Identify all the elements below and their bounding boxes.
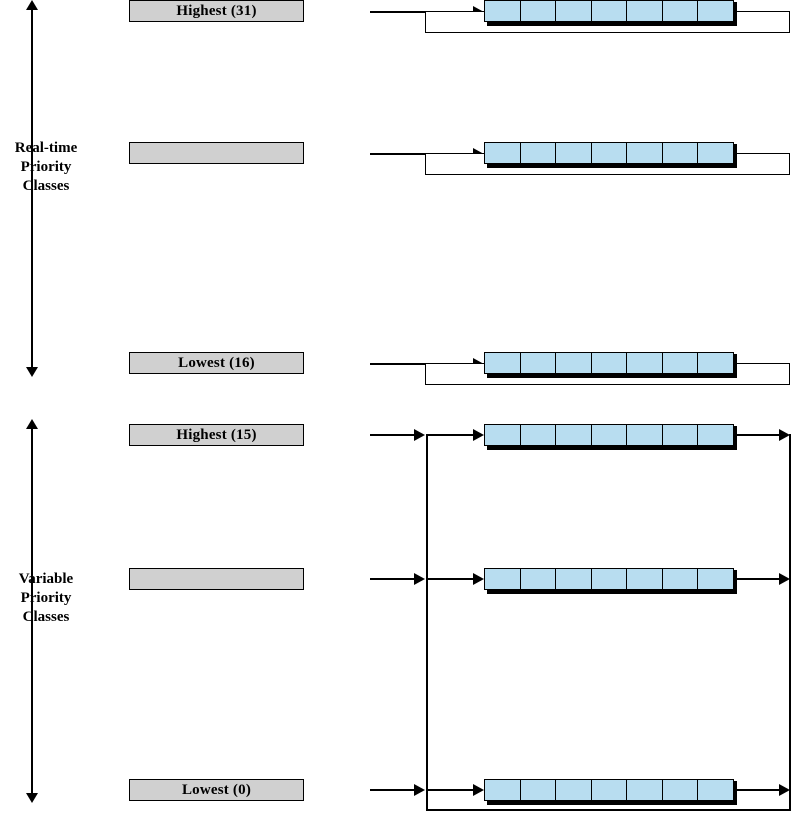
queue-cell <box>626 142 663 164</box>
arrow-head-variable-middle-out <box>779 573 790 585</box>
queue-cell <box>662 142 699 164</box>
queue-lowest-0 <box>484 779 734 801</box>
queue-cell <box>484 779 521 801</box>
realtime-group-label-line-3: Classes <box>22 178 70 194</box>
realtime-group-label-line-1: Real-time <box>14 140 78 156</box>
variable-span-arrow-down <box>26 793 38 803</box>
queue-cell <box>662 0 699 22</box>
variable-group-label <box>0 570 92 627</box>
priority-box-lowest-16: Lowest (16) <box>129 352 304 374</box>
priority-box-lowest-0: Lowest (0) <box>129 779 304 801</box>
feedback-left-trunk <box>426 434 428 811</box>
priority-box-variable-middle <box>129 568 304 590</box>
arrow-head-lowest-0-queue <box>473 784 484 796</box>
queue-cell <box>484 568 521 590</box>
queue-cell <box>555 142 592 164</box>
realtime-span-arrow-down <box>26 367 38 377</box>
queue-cell <box>697 779 734 801</box>
queue-cell <box>520 352 557 374</box>
arrow-head-variable-middle-in <box>414 573 425 585</box>
arrow-head-lowest-0-out <box>779 784 790 796</box>
queue-cell <box>626 424 663 446</box>
arrow-line-highest-15-out <box>734 434 782 436</box>
queue-highest-31 <box>484 0 734 22</box>
queue-cell <box>591 0 628 22</box>
queue-cell <box>555 779 592 801</box>
variable-group-label-line-3: Classes <box>22 609 70 625</box>
queue-cell <box>697 568 734 590</box>
queue-cell <box>591 779 628 801</box>
queue-cell <box>697 424 734 446</box>
queue-cell <box>555 568 592 590</box>
feedback-right-trunk <box>789 434 791 811</box>
arrow-head-highest-15-queue <box>473 429 484 441</box>
queue-cell <box>520 0 557 22</box>
queue-cell <box>484 142 521 164</box>
realtime-group-label-line-2: Priority <box>20 159 72 175</box>
queue-cell <box>520 424 557 446</box>
priority-box-realtime-middle <box>129 142 304 164</box>
queue-cell <box>591 142 628 164</box>
arrow-line-highest-15-queue <box>426 434 478 436</box>
queue-highest-15 <box>484 424 734 446</box>
priority-box-highest-31: Highest (31) <box>129 0 304 22</box>
variable-group-label-line-2: Priority <box>20 590 72 606</box>
queue-cell <box>697 0 734 22</box>
arrow-line-variable-middle-queue <box>426 578 478 580</box>
queue-cell <box>697 352 734 374</box>
queue-cell <box>520 142 557 164</box>
queue-cell <box>484 424 521 446</box>
queue-cell <box>555 0 592 22</box>
queue-cell <box>626 779 663 801</box>
queue-cell <box>591 424 628 446</box>
queue-variable-middle <box>484 568 734 590</box>
arrow-line-lowest-0-out <box>734 789 782 791</box>
queue-cell <box>626 568 663 590</box>
queue-cell <box>484 0 521 22</box>
arrow-head-variable-middle-queue <box>473 573 484 585</box>
arrow-line-variable-middle-out <box>734 578 782 580</box>
queue-cell <box>697 142 734 164</box>
realtime-group-label <box>0 139 92 196</box>
queue-cell <box>555 424 592 446</box>
queue-cell <box>626 0 663 22</box>
arrow-head-highest-15-out <box>779 429 790 441</box>
queue-cell <box>484 352 521 374</box>
queue-cell <box>555 352 592 374</box>
arrow-line-lowest-0-queue <box>426 789 478 791</box>
queue-cell <box>662 779 699 801</box>
queue-cell <box>662 568 699 590</box>
queue-cell <box>626 352 663 374</box>
arrow-head-highest-15-in <box>414 429 425 441</box>
queue-cell <box>662 424 699 446</box>
queue-cell <box>591 352 628 374</box>
queue-cell <box>662 352 699 374</box>
queue-cell <box>520 568 557 590</box>
priority-box-highest-15: Highest (15) <box>129 424 304 446</box>
variable-group-label-line-1: Variable <box>18 571 74 587</box>
queue-lowest-16 <box>484 352 734 374</box>
feedback-bottom-link <box>426 809 790 811</box>
queue-realtime-middle <box>484 142 734 164</box>
queue-cell <box>520 779 557 801</box>
queue-cell <box>591 568 628 590</box>
arrow-head-lowest-0-in <box>414 784 425 796</box>
